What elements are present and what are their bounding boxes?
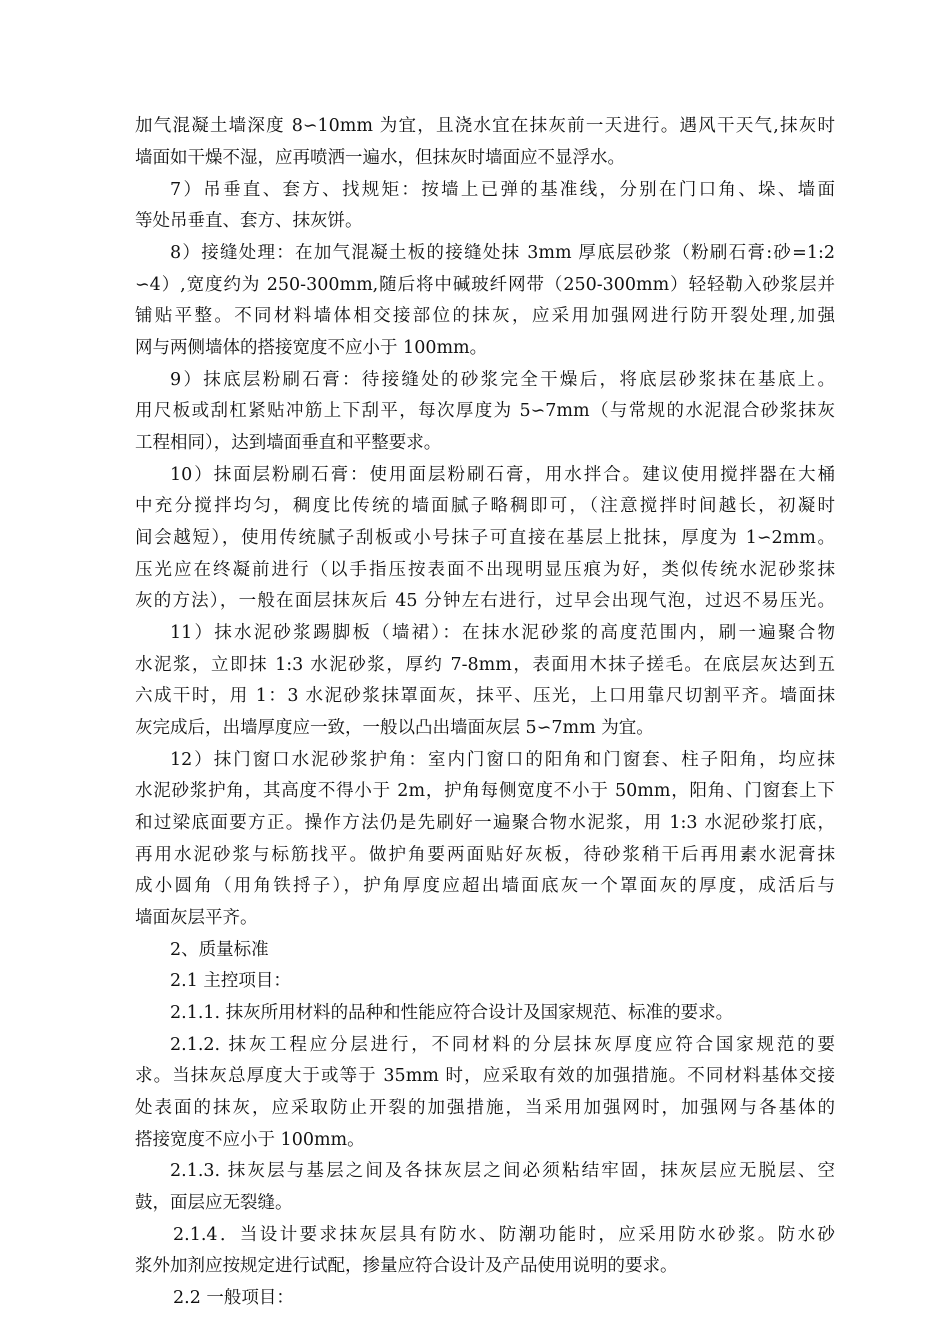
text-line: 8）接缝处理：在加气混凝土板的接缝处抹 3mm 厚底层砂浆（粉刷石膏:砂=1:2	[170, 243, 835, 263]
text-line: 灰完成后，出墙厚度应一致，一般以凸出墙面灰层 5∽7mm 为宜。	[135, 718, 654, 738]
text-line: 六成干时，用 1：3 水泥砂浆抹罩面灰，抹平、压光，上口用靠尺切割平齐。墙面抹	[135, 686, 835, 706]
text-line: 用尺板或刮杠紧贴冲筋上下刮平，每次厚度为 5∽7mm（与常规的水泥混合砂浆抹灰	[135, 401, 835, 421]
text-line: 鼓，面层应无裂缝。	[135, 1193, 293, 1213]
subsection-heading: 2.2 一般项目：	[173, 1288, 294, 1308]
subsection-heading: 2.1 主控项目：	[170, 971, 291, 991]
text-line: 墙面灰层平齐。	[135, 908, 258, 928]
text-line: 12）抹门窗口水泥砂浆护角：室内门窗口的阳角和门窗套、柱子阳角，均应抹	[170, 750, 835, 770]
text-line: 铺贴平整。不同材料墙体相交接部位的抹灰，应采用加强网进行防开裂处理,加强	[135, 306, 835, 326]
text-line: 浆外加剂应按规定进行试配，掺量应符合设计及产品使用说明的要求。	[135, 1256, 678, 1276]
text-line: 7）吊垂直、套方、找规矩：按墙上已弹的基准线，分别在门口角、垛、墙面	[170, 180, 835, 200]
text-line: 11）抹水泥砂浆踢脚板（墙裙）：在抹水泥砂浆的高度范围内，刷一遍聚合物	[170, 623, 835, 643]
text-line: 压光应在终凝前进行（以手指压按表面不出现明显压痕为好，类似传统水泥砂浆抹	[135, 560, 835, 580]
text-line: 工程相同），达到墙面垂直和平整要求。	[135, 433, 442, 453]
text-line: 9）抹底层粉刷石膏：待接缝处的砂浆完全干燥后，将底层砂浆抹在基底上。	[170, 370, 835, 390]
text-line: 2.1.2. 抹灰工程应分层进行，不同材料的分层抹灰厚度应符合国家规范的要	[170, 1035, 835, 1055]
text-line: 2.1.3. 抹灰层与基层之间及各抹灰层之间必须粘结牢固，抹灰层应无脱层、空	[170, 1161, 835, 1181]
text-line: 中充分搅拌均匀，稠度比传统的墙面腻子略稠即可，（注意搅拌时间越长，初凝时	[135, 496, 835, 516]
text-line: 求。当抹灰总厚度大于或等于 35mm 时，应采取有效的加强措施。不同材料基体交接	[135, 1066, 835, 1086]
text-line: 墙面如干燥不湿，应再喷洒一遍水，但抹灰时墙面应不显浮水。	[135, 148, 625, 168]
section-heading: 2、质量标准	[170, 940, 269, 960]
text-line: 和过梁底面要方正。操作方法仍是先刷好一遍聚合物水泥浆，用 1:3 水泥砂浆打底，	[135, 813, 835, 833]
text-line: 搭接宽度不应小于 100mm。	[135, 1130, 365, 1150]
text-line: 等处吊垂直、套方、抹灰饼。	[135, 211, 363, 231]
text-line: 10）抹面层粉刷石膏：使用面层粉刷石膏，用水拌合。建议使用搅拌器在大桶	[170, 465, 835, 485]
text-line: 间会越短），使用传统腻子刮板或小号抹子可直接在基层上批抹，厚度为 1∽2mm。	[135, 528, 835, 548]
text-line: 成小圆角（用角铁捋子），护角厚度应超出墙面底灰一个罩面灰的厚度，成活后与	[135, 876, 835, 896]
text-line: 2.1.4．当设计要求抹灰层具有防水、防潮功能时，应采用防水砂浆。防水砂	[173, 1225, 835, 1245]
text-line: 再用水泥砂浆与标筋找平。做护角要两面贴好灰板，待砂浆稍干后再用素水泥膏抹	[135, 845, 835, 865]
text-line: 2.1.1. 抹灰所用材料的品种和性能应符合设计及国家规范、标准的要求。	[170, 1003, 734, 1023]
text-line: ∽4）,宽度约为 250-300mm,随后将中碱玻纤网带（250-300mm）轻轻勒入砂浆层并	[135, 275, 835, 295]
text-line: 水泥砂浆护角，其高度不得小于 2m，护角每侧宽度不小于 50mm，阳角、门窗套上下	[135, 781, 835, 801]
text-line: 水泥浆，立即抹 1:3 水泥砂浆，厚约 7-8mm，表面用木抹子搓毛。在底层灰达到五	[135, 655, 835, 675]
text-line: 灰的方法），一般在面层抹灰后 45 分钟左右进行，过早会出现气泡，过迟不易压光。	[135, 591, 835, 611]
text-line: 处表面的抹灰，应采取防止开裂的加强措施，当采用加强网时，加强网与各基体的	[135, 1098, 835, 1118]
text-line: 加气混凝土墙深度 8∽10mm 为宜，且浇水宜在抹灰前一天进行。遇风干天气,抹灰时	[135, 116, 835, 136]
text-line: 网与两侧墙体的搭接宽度不应小于 100mm。	[135, 338, 488, 358]
